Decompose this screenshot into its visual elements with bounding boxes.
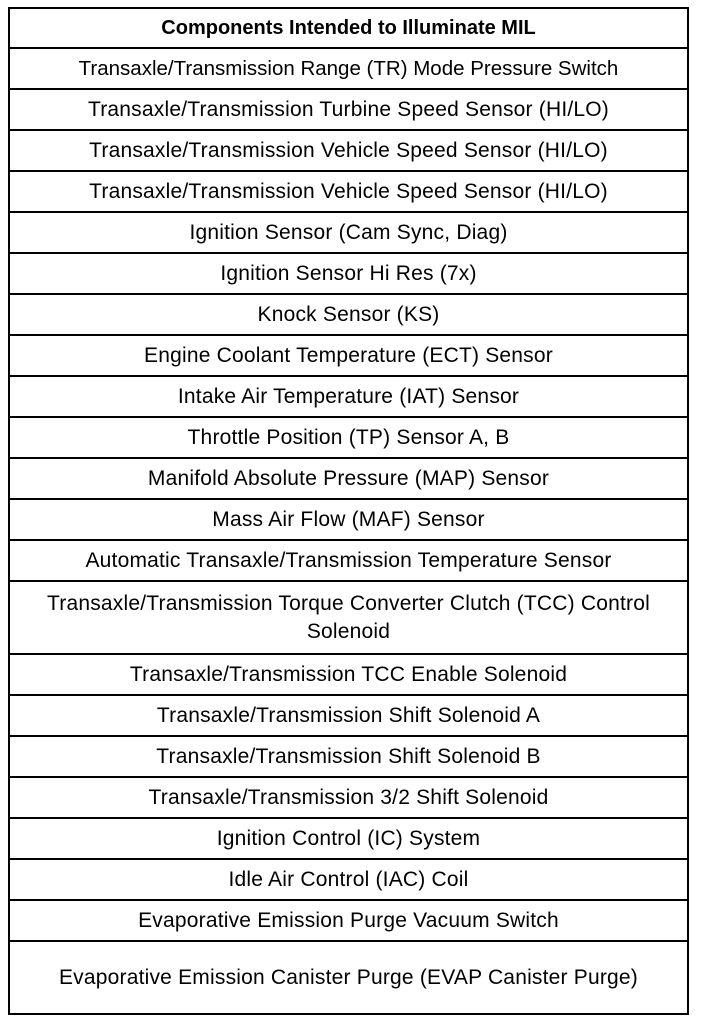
table-row [9, 540, 688, 581]
table-cell: Automatic Transaxle/Transmission Temperature Sensor [9, 540, 688, 581]
table-row [9, 212, 688, 253]
table-cell: Idle Air Control (IAC) Coil [9, 859, 688, 900]
table-row [9, 736, 688, 777]
table-cell: Ignition Control (IC) System [9, 818, 688, 859]
table-cell: Ignition Sensor (Cam Sync, Diag) [9, 212, 688, 253]
table-row [9, 499, 688, 540]
table-cell: Intake Air Temperature (IAT) Sensor [9, 376, 688, 417]
table-row [9, 941, 688, 1014]
table-row [9, 335, 688, 376]
table-row [9, 695, 688, 736]
table-row [9, 458, 688, 499]
table-row [9, 294, 688, 335]
table-row [9, 900, 688, 941]
table-row [9, 48, 688, 89]
table-row [9, 818, 688, 859]
table-cell: Transaxle/Transmission Vehicle Speed Sensor (HI/LO) [9, 130, 688, 171]
table-cell: Evaporative Emission Canister Purge (EVAP Canister Purge) [9, 941, 688, 1014]
table-cell: Ignition Sensor Hi Res (7x) [9, 253, 688, 294]
table-cell: Engine Coolant Temperature (ECT) Sensor [9, 335, 688, 376]
table-row [9, 859, 688, 900]
table-row [9, 654, 688, 695]
table-cell: Transaxle/Transmission 3/2 Shift Solenoid [9, 777, 688, 818]
table-cell: Manifold Absolute Pressure (MAP) Sensor [9, 458, 688, 499]
table-row [9, 89, 688, 130]
table-header-row [9, 8, 688, 48]
table-cell: Knock Sensor (KS) [9, 294, 688, 335]
table-cell: Transaxle/Transmission Vehicle Speed Sensor (HI/LO) [9, 171, 688, 212]
table-row [9, 376, 688, 417]
table-row [9, 253, 688, 294]
table-cell: Transaxle/Transmission Range (TR) Mode Pressure Switch [9, 48, 688, 89]
table-cell: Transaxle/Transmission TCC Enable Solenoid [9, 654, 688, 695]
table-row [9, 777, 688, 818]
table-cell: Throttle Position (TP) Sensor A, B [9, 417, 688, 458]
table-row [9, 171, 688, 212]
table-cell: Transaxle/Transmission Torque Converter Clutch (TCC) Control Solenoid [9, 581, 688, 654]
table-row [9, 417, 688, 458]
table-cell: Transaxle/Transmission Shift Solenoid A [9, 695, 688, 736]
table-header: Components Intended to Illuminate MIL [9, 8, 688, 48]
components-table [8, 7, 689, 1015]
table-row [9, 581, 688, 654]
components-table-container [8, 7, 689, 1015]
table-cell: Transaxle/Transmission Turbine Speed Sensor (HI/LO) [9, 89, 688, 130]
table-cell: Transaxle/Transmission Shift Solenoid B [9, 736, 688, 777]
table-cell: Mass Air Flow (MAF) Sensor [9, 499, 688, 540]
table-row [9, 130, 688, 171]
table-cell: Evaporative Emission Purge Vacuum Switch [9, 900, 688, 941]
